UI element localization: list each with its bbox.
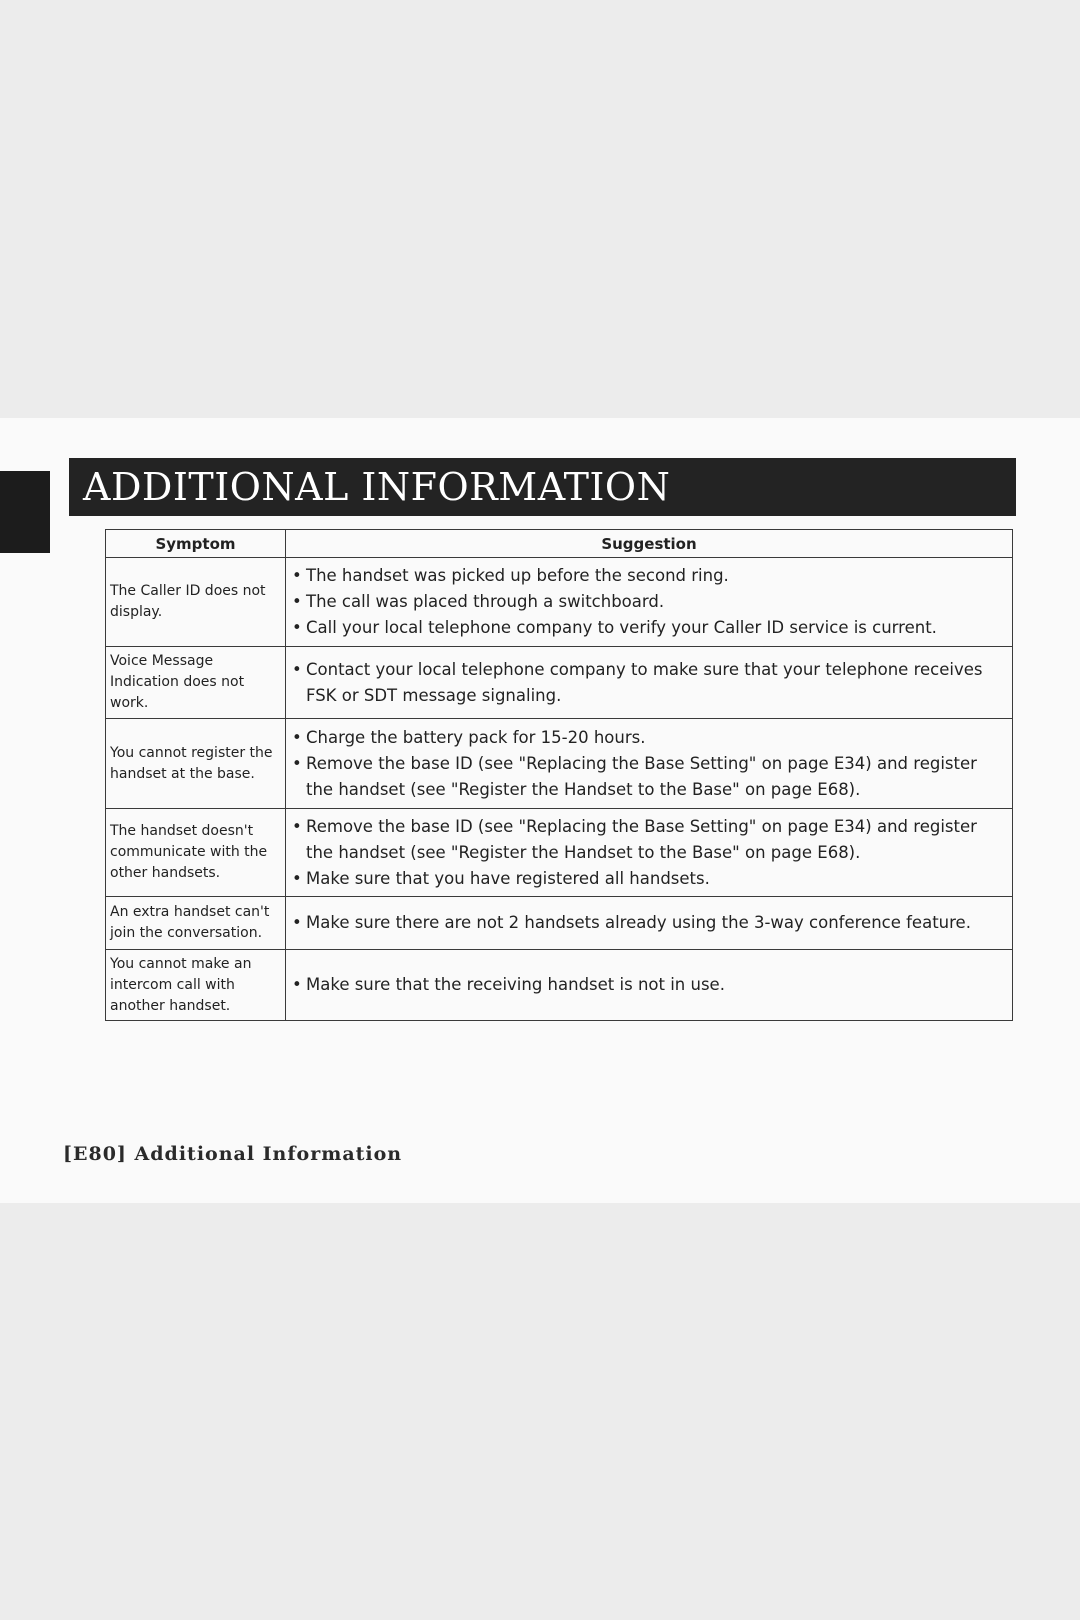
symptom-cell: The handset doesn't communicate with the other handsets. xyxy=(106,809,286,897)
suggestion-item: • Remove the base ID (see "Replacing the Base Setting" on page E34) and register the handset (see "Register the Handset to the Base" on page E68). xyxy=(292,814,1006,866)
table-row xyxy=(106,647,1013,719)
section-header xyxy=(69,458,1016,516)
suggestion-item: • Make sure that the receiving handset is not in use. xyxy=(292,972,1006,998)
symptom-cell: Voice Message Indication does not work. xyxy=(106,647,286,719)
section-tab-marker xyxy=(0,471,50,553)
table-row xyxy=(106,950,1013,1021)
suggestion-list xyxy=(292,563,1006,641)
symptom-column-header: Symptom xyxy=(106,530,286,558)
suggestion-item: • The call was placed through a switchboard. xyxy=(292,589,1006,615)
symptom-cell: The Caller ID does not display. xyxy=(106,558,286,647)
suggestion-item: • Make sure there are not 2 handsets already using the 3-way conference feature. xyxy=(292,910,1006,936)
table-row xyxy=(106,897,1013,950)
manual-page xyxy=(0,418,1080,1203)
suggestion-item: • The handset was picked up before the second ring. xyxy=(292,563,1006,589)
troubleshooting-table xyxy=(105,529,1013,1021)
section-title: ADDITIONAL INFORMATION xyxy=(83,465,671,509)
symptom-cell: An extra handset can't join the conversation. xyxy=(106,897,286,950)
table-header-row xyxy=(106,530,1013,558)
suggestion-item: • Make sure that you have registered all handsets. xyxy=(292,866,1006,892)
suggestion-column-header: Suggestion xyxy=(286,530,1013,558)
symptom-cell: You cannot register the handset at the base. xyxy=(106,719,286,809)
suggestion-item: • Charge the battery pack for 15-20 hours. xyxy=(292,725,1006,751)
suggestion-cell xyxy=(286,809,1013,897)
table-row xyxy=(106,809,1013,897)
suggestion-item: • Call your local telephone company to verify your Caller ID service is current. xyxy=(292,615,1006,641)
suggestion-list xyxy=(292,972,1006,998)
table-row xyxy=(106,719,1013,809)
suggestion-cell xyxy=(286,647,1013,719)
suggestion-cell xyxy=(286,558,1013,647)
suggestion-item: • Remove the base ID (see "Replacing the Base Setting" on page E34) and register the handset (see "Register the Handset to the Base" on page E68). xyxy=(292,751,1006,803)
suggestion-list xyxy=(292,814,1006,892)
suggestion-cell xyxy=(286,719,1013,809)
suggestion-list xyxy=(292,657,1006,709)
suggestion-list xyxy=(292,910,1006,936)
suggestion-list xyxy=(292,725,1006,803)
symptom-cell: You cannot make an intercom call with another handset. xyxy=(106,950,286,1021)
suggestion-cell xyxy=(286,897,1013,950)
suggestion-item: • Contact your local telephone company to make sure that your telephone receives FSK or SDT message signaling. xyxy=(292,657,1006,709)
suggestion-cell xyxy=(286,950,1013,1021)
page-footer: [E80] Additional Information xyxy=(63,1143,403,1165)
table-row xyxy=(106,558,1013,647)
